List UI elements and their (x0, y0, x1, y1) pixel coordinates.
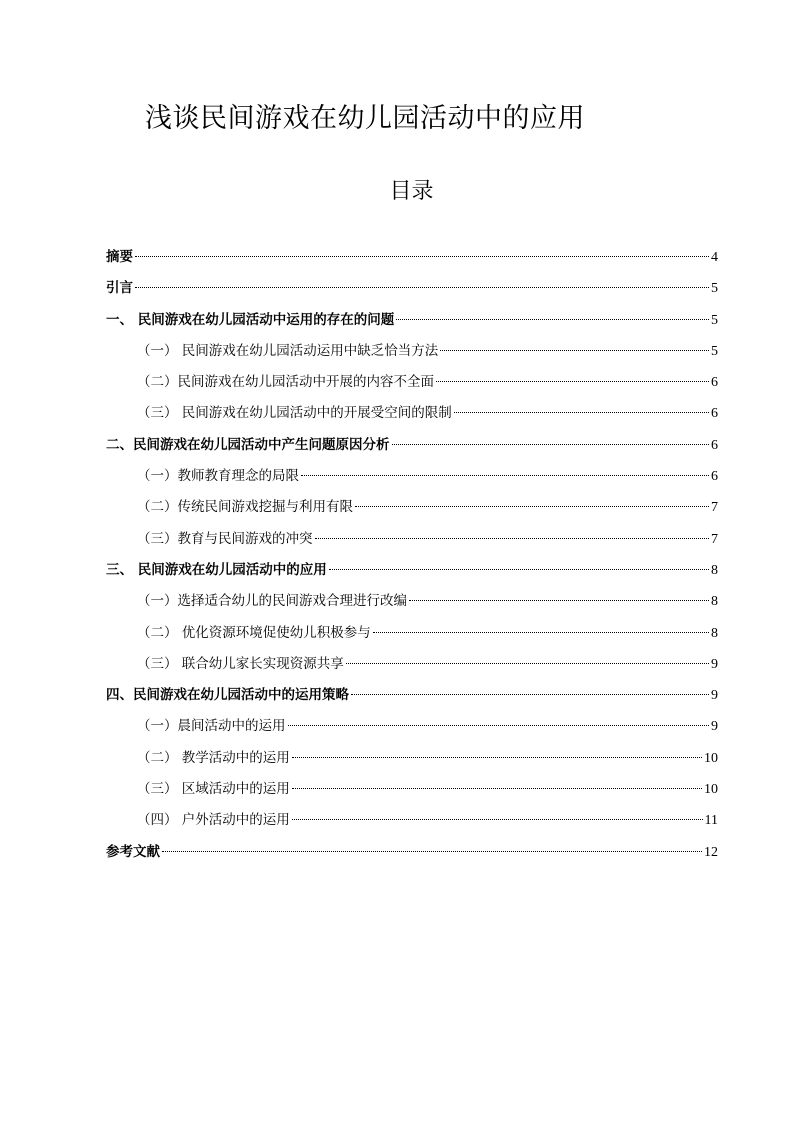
toc-entry-label: 三、 民间游戏在幼儿园活动中的应用 (106, 561, 327, 578)
toc-page-number: 8 (711, 625, 718, 641)
toc-dot-leader (396, 319, 709, 320)
toc-page-number: 12 (704, 844, 718, 860)
toc-page-number: 10 (704, 782, 718, 798)
toc-dot-leader (292, 757, 702, 758)
toc-dot-leader (329, 569, 709, 570)
toc-dot-leader (436, 381, 709, 382)
toc-page-number: 7 (711, 500, 718, 516)
toc-dot-leader (409, 600, 709, 601)
toc-dot-leader (440, 350, 709, 351)
toc-entry-label: （四） 户外活动中的运用 (137, 812, 290, 829)
toc-entry[interactable] (106, 465, 718, 496)
toc-entry-label: 参考文献 (106, 843, 160, 860)
toc-dot-leader (292, 819, 703, 820)
toc-entry[interactable] (106, 277, 718, 308)
toc-page-number: 9 (711, 719, 718, 735)
toc-entry-label: 摘要 (106, 249, 133, 265)
toc-entry[interactable] (106, 496, 718, 527)
toc-entry[interactable] (106, 402, 718, 433)
toc-entry[interactable] (106, 747, 718, 778)
toc-entry[interactable] (106, 622, 718, 653)
toc-entry-label: （一）晨间活动中的运用 (137, 718, 286, 735)
toc-entry[interactable] (106, 340, 718, 371)
toc-entry-label: （三） 民间游戏在幼儿园活动中的开展受空间的限制 (137, 405, 452, 422)
toc-page-number: 6 (711, 469, 718, 485)
toc-dot-leader (135, 256, 709, 257)
table-of-contents (106, 246, 718, 872)
toc-entry-label: 二、民间游戏在幼儿园活动中产生问题原因分析 (106, 436, 390, 453)
toc-entry[interactable] (106, 778, 718, 809)
toc-dot-leader (346, 663, 709, 664)
toc-entry-label: （二） 教学活动中的运用 (137, 749, 290, 766)
toc-entry-label: 引言 (106, 280, 133, 297)
document-title: 浅谈民间游戏在幼儿园活动中的应用 (145, 103, 585, 134)
toc-dot-leader (292, 788, 702, 789)
toc-entry-label: （三） 区域活动中的运用 (137, 781, 290, 798)
toc-entry-label: （一） 民间游戏在幼儿园活动运用中缺乏恰当方法 (137, 342, 439, 359)
toc-dot-leader (373, 632, 709, 633)
toc-dot-leader (351, 694, 709, 695)
toc-page-number: 9 (711, 688, 718, 704)
toc-entry-label: （一）选择适合幼儿的民间游戏合理进行改编 (137, 593, 407, 610)
toc-entry-label: （一）教师教育理念的局限 (137, 468, 299, 485)
toc-entry[interactable] (106, 528, 718, 559)
toc-dot-leader (301, 475, 709, 476)
toc-dot-leader (135, 287, 709, 288)
toc-page-number: 10 (704, 750, 718, 766)
toc-dot-leader (162, 851, 702, 852)
toc-page-number: 5 (711, 343, 718, 359)
toc-page-number: 9 (711, 656, 718, 672)
toc-heading: 目录 (389, 179, 434, 204)
toc-entry[interactable] (106, 590, 718, 621)
toc-entry-label: （二） 优化资源环境促使幼儿积极参与 (137, 624, 371, 641)
toc-page-number: 6 (711, 375, 718, 391)
toc-entry[interactable] (106, 684, 718, 715)
toc-page-number: 8 (711, 562, 718, 578)
toc-page-number: 6 (711, 406, 718, 422)
toc-page-number: 8 (711, 594, 718, 610)
toc-entry[interactable] (106, 309, 718, 340)
toc-entry[interactable] (106, 246, 718, 277)
toc-page-number: 6 (711, 437, 718, 453)
toc-entry[interactable] (106, 434, 718, 465)
toc-page-number: 11 (704, 813, 718, 829)
toc-entry[interactable] (106, 371, 718, 402)
toc-dot-leader (392, 444, 710, 445)
toc-entry[interactable] (106, 559, 718, 590)
toc-dot-leader (315, 538, 710, 539)
toc-entry[interactable] (106, 809, 718, 840)
toc-dot-leader (355, 506, 709, 507)
toc-entry-label: 四、民间游戏在幼儿园活动中的运用策略 (106, 687, 349, 704)
toc-dot-leader (288, 725, 710, 726)
toc-entry-label: 一、 民间游戏在幼儿园活动中运用的存在的问题 (106, 311, 395, 328)
toc-dot-leader (454, 412, 709, 413)
toc-page-number: 7 (711, 531, 718, 547)
toc-entry[interactable] (106, 841, 718, 872)
toc-entry-label: （三） 联合幼儿家长实现资源共享 (137, 655, 344, 672)
toc-entry[interactable] (106, 653, 718, 684)
toc-page-number: 4 (711, 250, 718, 265)
toc-page-number: 5 (711, 312, 718, 328)
toc-entry-label: （二）民间游戏在幼儿园活动中开展的内容不全面 (137, 374, 434, 391)
toc-entry-label: （三）教育与民间游戏的冲突 (137, 530, 313, 547)
toc-entry-label: （二）传统民间游戏挖掘与利用有限 (137, 499, 353, 516)
toc-entry[interactable] (106, 715, 718, 746)
toc-page-number: 5 (711, 281, 718, 297)
